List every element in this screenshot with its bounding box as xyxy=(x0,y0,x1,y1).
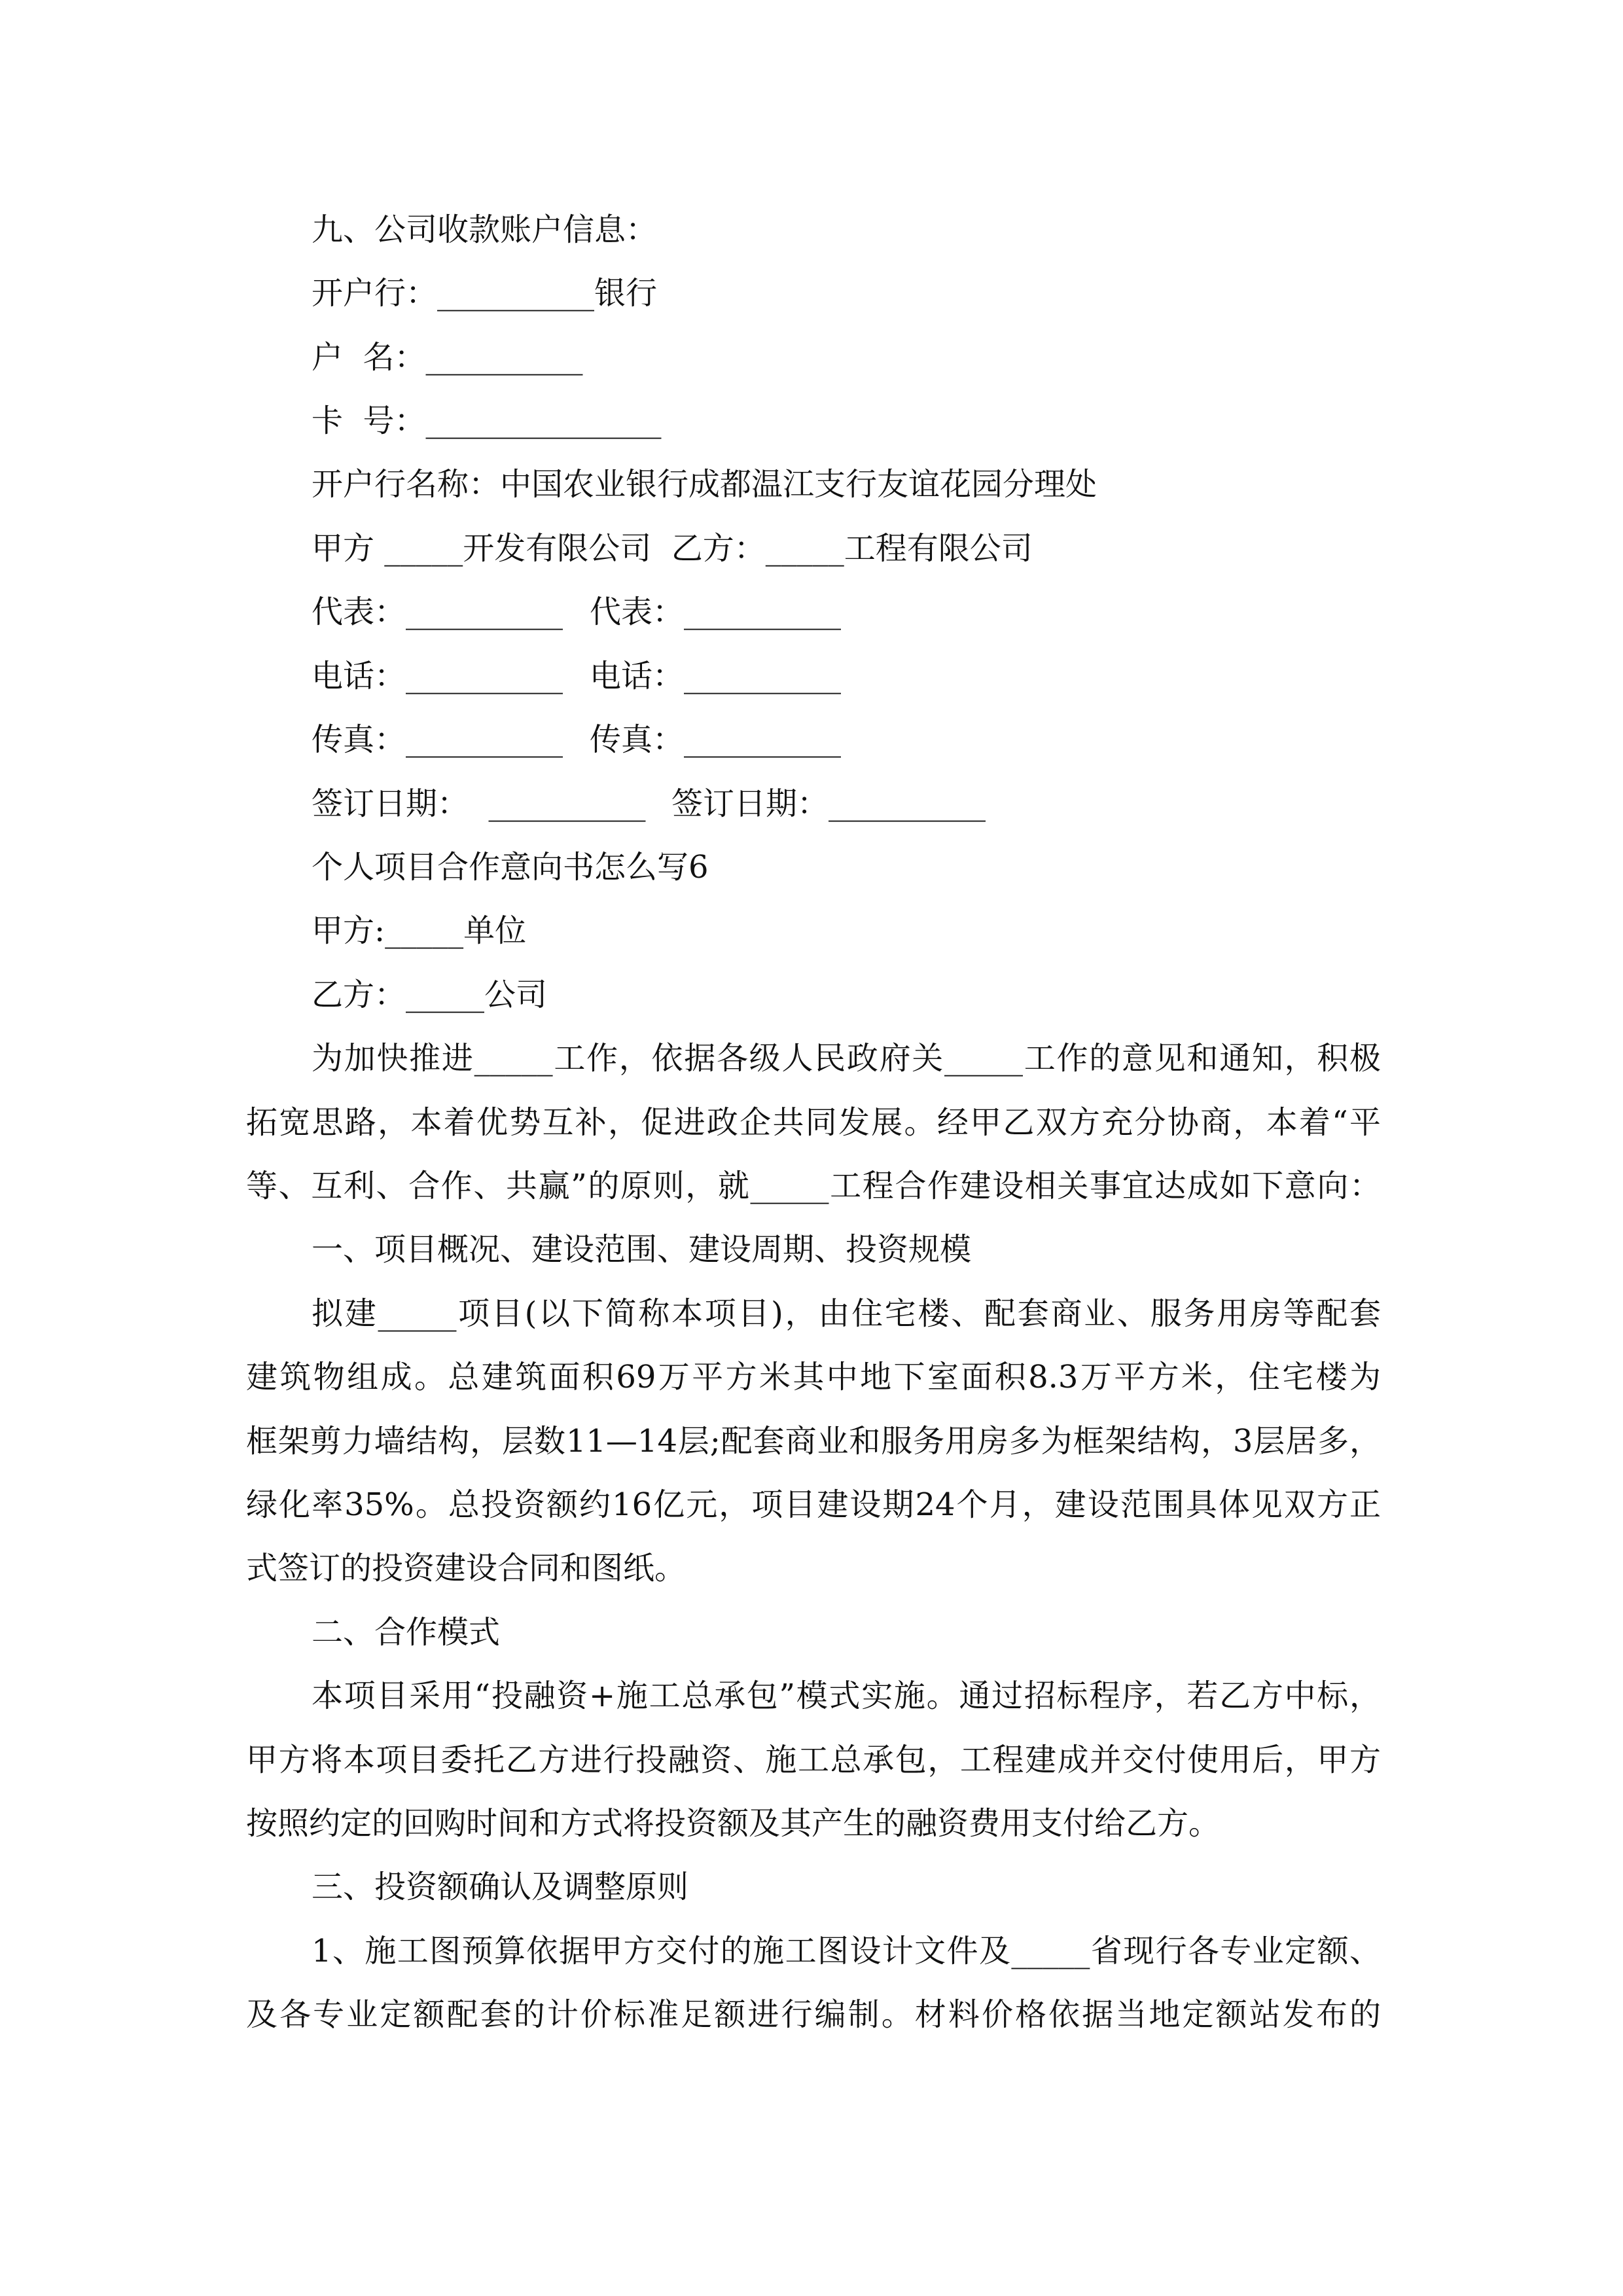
account-name-field: 户 名：__________ xyxy=(312,339,583,376)
bank-field: 开户行：__________银行 xyxy=(312,275,658,312)
bank-full-name: 开户行名称：中国农业银行成都温江支行友谊花园分理处 xyxy=(312,466,1097,503)
representative-a: 代表：__________ xyxy=(312,594,563,630)
intro-line: 等、互利、合作、共赢”的原则，就_____工程合作建设相关事宜达成如下意向： xyxy=(246,1168,1381,1204)
paragraph-line: 绿化率35%。总投资额约16亿元，项目建设期24个月，建设范围具体见双方正 xyxy=(246,1486,1381,1523)
heading-3: 三、投资额确认及调整原则 xyxy=(312,1869,689,1905)
paragraph-line: 建筑物组成。总建筑面积69万平方米其中地下室面积8.3万平方米，住宅楼为 xyxy=(246,1359,1381,1395)
heading-2: 二、合作模式 xyxy=(312,1614,501,1651)
section-title: 个人项目合作意向书怎么写6 xyxy=(312,849,709,886)
phone-b: 电话：__________ xyxy=(590,658,842,694)
sign-date-b: 签订日期：__________ xyxy=(671,785,986,822)
phone-a: 电话：__________ xyxy=(312,658,563,694)
intro-line: 为加快推进_____工作，依据各级人民政府关_____工作的意见和通知，积极 xyxy=(312,1040,1381,1077)
party-a: 甲方:_____单位 xyxy=(312,912,527,949)
intro-line: 拓宽思路，本着优势互补，促进政企共同发展。经甲乙双方充分协商，本着“平 xyxy=(246,1104,1381,1141)
paragraph-line: 按照约定的回购时间和方式将投资额及其产生的融资费用支付给乙方。 xyxy=(246,1805,1221,1842)
paragraph-line: 本项目采用“投融资+施工总承包”模式实施。通过招标程序，若乙方中标， xyxy=(312,1677,1381,1714)
paragraph-line: 1、施工图预算依据甲方交付的施工图设计文件及_____省现行各专业定额、 xyxy=(312,1933,1381,1969)
fax-a: 传真：__________ xyxy=(312,721,563,758)
section-heading: 九、公司收款账户信息： xyxy=(312,211,658,248)
paragraph-line: 式签订的投资建设合同和图纸。 xyxy=(246,1550,687,1587)
heading-1: 一、项目概况、建设范围、建设周期、投资规模 xyxy=(312,1231,972,1268)
parties-line: 甲方 _____开发有限公司 乙方：_____工程有限公司 xyxy=(312,530,1033,567)
sign-date-a: 签订日期： __________ xyxy=(312,785,646,822)
paragraph-line: 拟建_____项目(以下简称本项目)，由住宅楼、配套商业、服务用房等配套 xyxy=(312,1295,1381,1332)
fax-b: 传真：__________ xyxy=(590,721,842,758)
paragraph-line: 甲方将本项目委托乙方进行投融资、施工总承包，工程建成并交付使用后，甲方 xyxy=(246,1742,1381,1778)
representative-b: 代表：__________ xyxy=(590,594,842,630)
party-b: 乙方：_____公司 xyxy=(312,977,548,1013)
card-number-field: 卡 号：_______________ xyxy=(312,403,662,439)
paragraph-line: 及各专业定额配套的计价标准足额进行编制。材料价格依据当地定额站发布的 xyxy=(246,1996,1381,2033)
paragraph-line: 框架剪力墙结构，层数11—14层;配套商业和服务用房多为框架结构，3层居多， xyxy=(246,1423,1381,1460)
